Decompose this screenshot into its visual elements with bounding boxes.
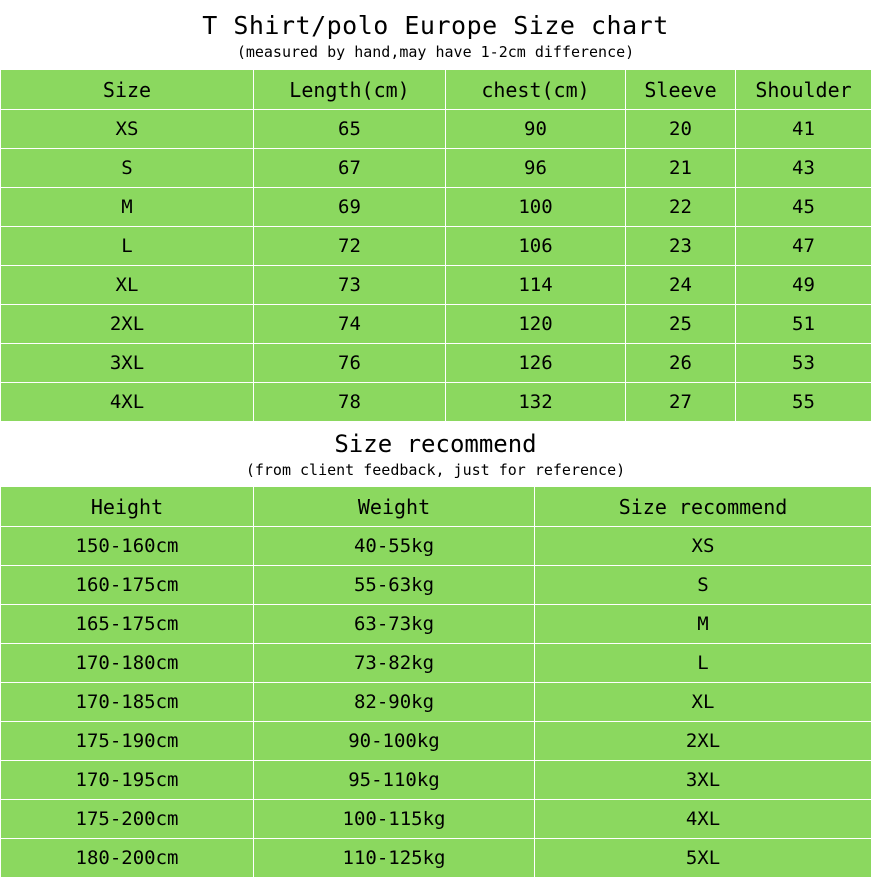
cell-size: 3XL [535, 761, 871, 800]
cell-weight: 55-63kg [254, 566, 535, 605]
cell-length: 76 [254, 344, 446, 383]
cell-size: 4XL [535, 800, 871, 839]
table-row [1, 149, 871, 188]
page-title: T Shirt/polo Europe Size chart [0, 10, 871, 41]
cell-height: 165-175cm [1, 605, 254, 644]
cell-shoulder: 53 [736, 344, 871, 383]
cell-shoulder: 49 [736, 266, 871, 305]
recommend-subtitle: (from client feedback, just for reference) [0, 460, 871, 481]
cell-chest: 114 [446, 266, 626, 305]
cell-chest: 126 [446, 344, 626, 383]
cell-size: XL [1, 266, 254, 305]
cell-size: 2XL [535, 722, 871, 761]
chart-header [0, 0, 871, 69]
cell-sleeve: 25 [626, 305, 736, 344]
cell-length: 78 [254, 383, 446, 422]
cell-weight: 40-55kg [254, 527, 535, 566]
cell-weight: 110-125kg [254, 839, 535, 878]
cell-weight: 63-73kg [254, 605, 535, 644]
column-header-shoulder: Shoulder [736, 70, 871, 110]
cell-sleeve: 26 [626, 344, 736, 383]
cell-size: M [1, 188, 254, 227]
cell-sleeve: 27 [626, 383, 736, 422]
column-header-size: Size [1, 70, 254, 110]
cell-sleeve: 22 [626, 188, 736, 227]
cell-shoulder: 47 [736, 227, 871, 266]
column-header-length: Length(cm) [254, 70, 446, 110]
cell-height: 170-195cm [1, 761, 254, 800]
column-header-weight: Weight [254, 487, 535, 527]
cell-size: 5XL [535, 839, 871, 878]
size-recommend-table [0, 486, 871, 878]
cell-weight: 100-115kg [254, 800, 535, 839]
table-row [1, 527, 871, 566]
cell-sleeve: 23 [626, 227, 736, 266]
cell-shoulder: 51 [736, 305, 871, 344]
cell-chest: 120 [446, 305, 626, 344]
cell-shoulder: 43 [736, 149, 871, 188]
table-header-row [1, 70, 871, 110]
cell-length: 69 [254, 188, 446, 227]
cell-size: XS [1, 110, 254, 149]
table-row [1, 305, 871, 344]
cell-weight: 95-110kg [254, 761, 535, 800]
table-header-row [1, 487, 871, 527]
cell-length: 67 [254, 149, 446, 188]
cell-weight: 82-90kg [254, 683, 535, 722]
column-header-size-recommend: Size recommend [535, 487, 871, 527]
cell-chest: 96 [446, 149, 626, 188]
cell-weight: 73-82kg [254, 644, 535, 683]
cell-weight: 90-100kg [254, 722, 535, 761]
cell-chest: 100 [446, 188, 626, 227]
cell-size: S [535, 566, 871, 605]
cell-height: 170-185cm [1, 683, 254, 722]
table-row [1, 644, 871, 683]
table-row [1, 605, 871, 644]
cell-sleeve: 24 [626, 266, 736, 305]
size-chart-table [0, 69, 871, 422]
cell-size: XS [535, 527, 871, 566]
cell-length: 72 [254, 227, 446, 266]
cell-size: 4XL [1, 383, 254, 422]
table-row [1, 344, 871, 383]
table-row [1, 566, 871, 605]
column-header-sleeve: Sleeve [626, 70, 736, 110]
table-row [1, 683, 871, 722]
cell-chest: 90 [446, 110, 626, 149]
table-row [1, 800, 871, 839]
page-subtitle: (measured by hand,may have 1-2cm difference) [0, 42, 871, 63]
cell-size: L [1, 227, 254, 266]
column-header-chest: chest(cm) [446, 70, 626, 110]
table-row [1, 761, 871, 800]
cell-shoulder: 55 [736, 383, 871, 422]
table-row [1, 383, 871, 422]
recommend-header [0, 422, 871, 486]
cell-size: M [535, 605, 871, 644]
cell-sleeve: 21 [626, 149, 736, 188]
cell-size: L [535, 644, 871, 683]
table-row [1, 839, 871, 878]
column-header-height: Height [1, 487, 254, 527]
table-row [1, 110, 871, 149]
cell-shoulder: 41 [736, 110, 871, 149]
cell-size: 3XL [1, 344, 254, 383]
cell-height: 175-190cm [1, 722, 254, 761]
cell-height: 170-180cm [1, 644, 254, 683]
table-row [1, 188, 871, 227]
table-row [1, 722, 871, 761]
recommend-title: Size recommend [0, 430, 871, 459]
cell-height: 150-160cm [1, 527, 254, 566]
cell-size: 2XL [1, 305, 254, 344]
table-row [1, 266, 871, 305]
cell-length: 65 [254, 110, 446, 149]
cell-size: S [1, 149, 254, 188]
cell-chest: 106 [446, 227, 626, 266]
cell-length: 73 [254, 266, 446, 305]
cell-size: XL [535, 683, 871, 722]
cell-shoulder: 45 [736, 188, 871, 227]
cell-length: 74 [254, 305, 446, 344]
cell-height: 175-200cm [1, 800, 254, 839]
cell-sleeve: 20 [626, 110, 736, 149]
cell-height: 180-200cm [1, 839, 254, 878]
cell-chest: 132 [446, 383, 626, 422]
table-row [1, 227, 871, 266]
cell-height: 160-175cm [1, 566, 254, 605]
